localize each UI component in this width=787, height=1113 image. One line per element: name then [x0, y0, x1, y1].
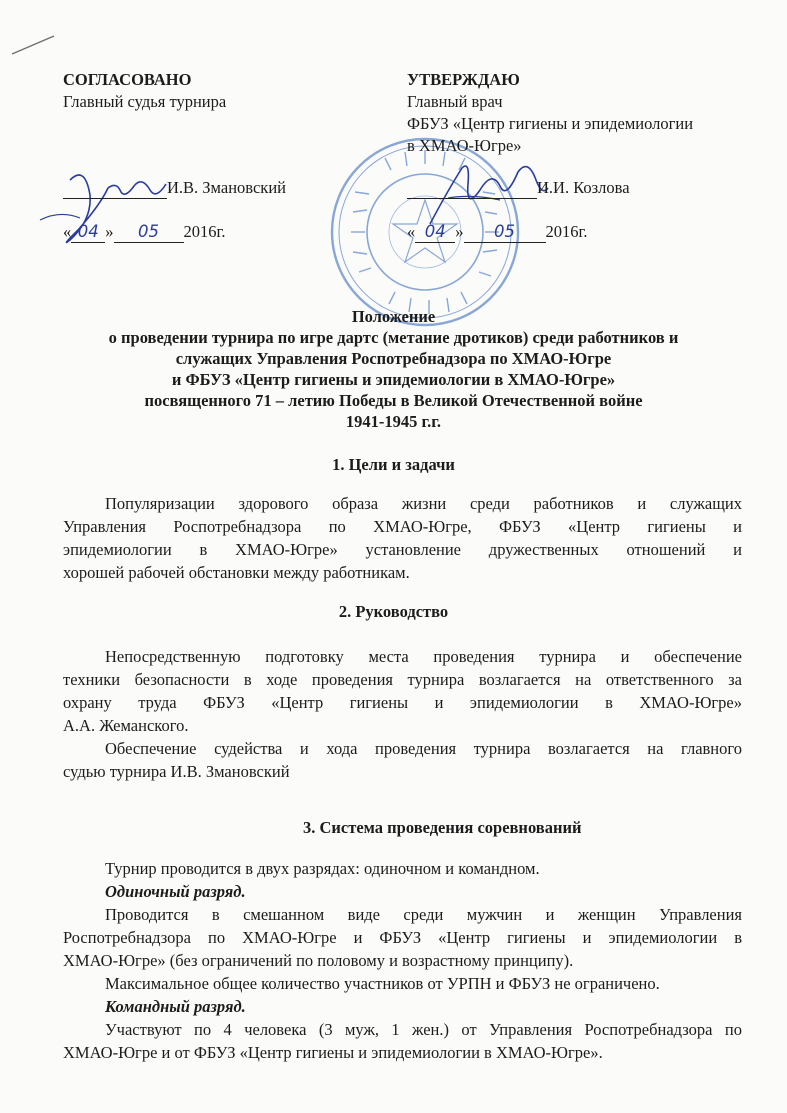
right-date-month: 05 — [494, 222, 515, 241]
doc-title: Положение — [351, 307, 436, 326]
left-date-year: 2016г. — [183, 222, 226, 241]
right-org-line1: ФБУЗ «Центр гигиены и эпидемиологии — [407, 114, 694, 133]
section1-text-line: Управления Роспотребнадзора по ХМАО-Югре, ФБУЗ «Центр гигиены и — [63, 517, 742, 536]
section2-heading: 2. Руководство — [338, 602, 449, 621]
section1-text-line: хорошей рабочей обстановки между работникам. — [63, 563, 410, 582]
right-signature-line — [407, 178, 630, 199]
section3-text-line: Проводится в смешанном виде среди мужчин и женщин Управления — [105, 905, 742, 924]
section1-text-line: Популяризации здорового образа жизни среди работников и служащих — [105, 494, 742, 513]
section1-heading: 1. Цели и задачи — [332, 455, 455, 474]
doc-subtitle-line: и ФБУЗ «Центр гигиены и эпидемиологии в ХМАО-Югре» — [171, 370, 616, 389]
section3-team-heading: Командный разряд. — [105, 997, 246, 1016]
left-date-day: 04 — [77, 222, 99, 241]
left-signature-line — [63, 178, 286, 199]
section3-single-heading: Одиночный разряд. — [105, 882, 246, 901]
right-role: Главный врач — [407, 92, 503, 111]
left-heading: СОГЛАСОВАНО — [63, 70, 192, 89]
section2-text-line: А.А. Жеманского. — [63, 716, 189, 735]
doc-subtitle-line: 1941-1945 г.г. — [345, 412, 442, 431]
section3-text-line: Максимальное общее количество участников от УРПН и ФБУЗ не ограничено. — [105, 974, 660, 993]
left-signer: И.В. Змановский — [167, 178, 286, 197]
section3-text-line: Роспотребнадзора по ХМАО-Югре и ФБУЗ «Центр гигиены и эпидемиологии в — [63, 928, 742, 947]
doc-subtitle-line: посвященного 71 – летию Победы в Великой Отечественной войне — [144, 391, 643, 410]
section2-text-line: Обеспечение судейства и хода проведения турнира возлагается на главного — [105, 739, 742, 758]
section2-text-line: охрану труда ФБУЗ «Центр гигиены и эпидемиологии в ХМАО-Югре» — [63, 693, 742, 712]
left-role: Главный судья турнира — [63, 92, 227, 111]
right-org-line2: в ХМАО-Югре» — [407, 136, 522, 155]
section3-intro: Турнир проводится в двух разрядах: одиночном и командном. — [105, 859, 540, 878]
right-date-year: 2016г. — [545, 222, 588, 241]
right-heading: УТВЕРЖДАЮ — [407, 70, 520, 89]
section2-text-line: техники безопасности в ходе проведения турнира возлагается на ответственного за — [63, 670, 742, 689]
section3-heading: 3. Система проведения соревнований — [303, 818, 582, 837]
section2-text-line: Непосредственную подготовку места проведения турнира и обеспечение — [105, 647, 742, 666]
left-date: « 04 » 05 2016г. — [63, 222, 226, 241]
section3-text-line: ХМАО-Югре» (без ограничений по половому и возрастному принципу). — [63, 951, 574, 970]
doc-subtitle-line: о проведении турнира по игре дартс (метание дротиков) среди работников и — [108, 328, 679, 347]
left-date-month: 05 — [138, 222, 159, 241]
section3-text-line: ХМАО-Югре и от ФБУЗ «Центр гигиены и эпидемиологии в ХМАО-Югре». — [63, 1043, 603, 1062]
doc-subtitle-line: служащих Управления Роспотребнадзора по ХМАО-Югре — [175, 349, 612, 368]
pen-mark-decoration — [8, 30, 68, 60]
section2-text-line: судью турнира И.В. Змановский — [63, 762, 290, 781]
right-date-day: 04 — [424, 222, 446, 241]
right-signer: И.И. Козлова — [537, 178, 630, 197]
right-date: « 04 » 05 2016г. — [407, 222, 588, 241]
section1-text-line: эпидемиологии в ХМАО-Югре» установление дружественных отношений и — [63, 540, 742, 559]
section3-text-line: Участвуют по 4 человека (3 муж, 1 жен.) от Управления Роспотребнадзора по — [105, 1020, 742, 1039]
